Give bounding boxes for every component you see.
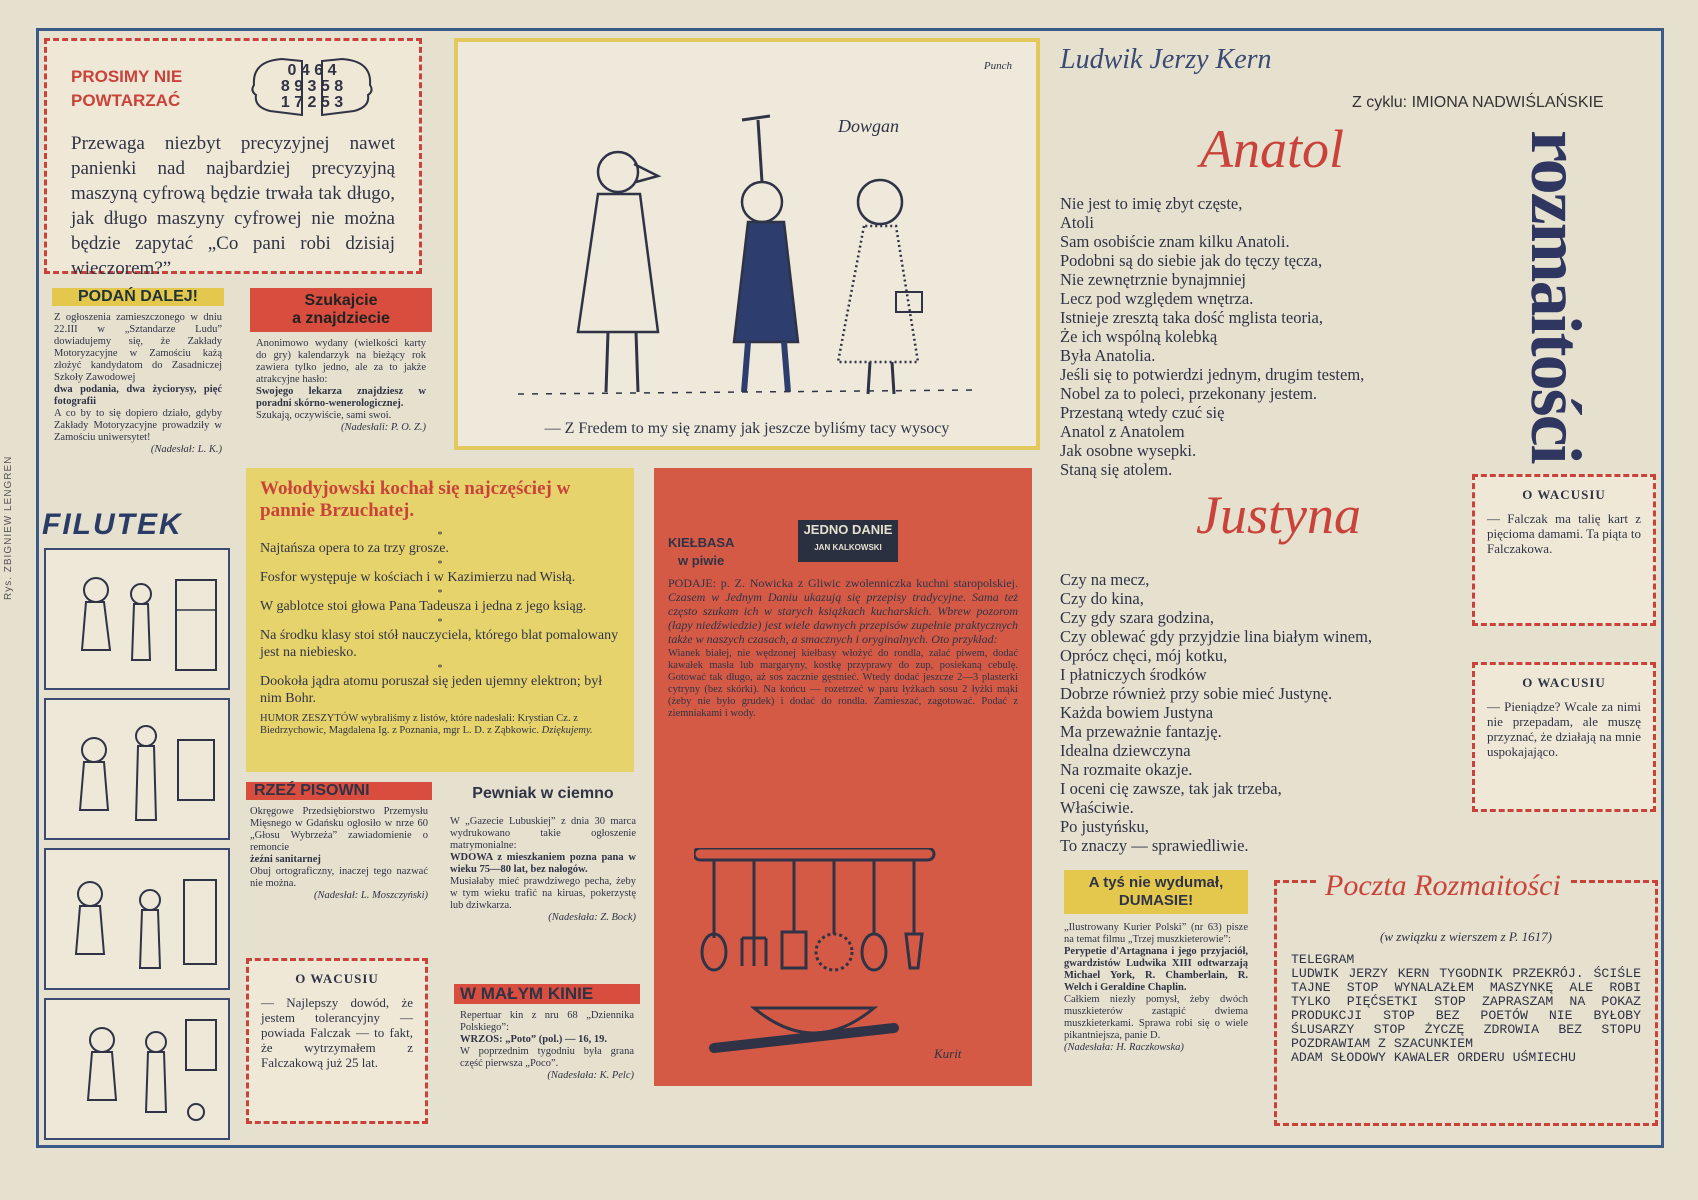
svg-text:8 9 3 5 8: 8 9 3 5 8 <box>280 78 344 95</box>
filutek-drawing-3 <box>46 850 228 988</box>
humor-item: Na środku klasy stoi stół nauczyciela, którego blat pomalowany jest na niebiesko. <box>260 628 619 660</box>
filutek-panel-1 <box>44 548 230 690</box>
o-wacusiu-title: O WACUSIU <box>295 971 379 986</box>
o-wacusiu-box-3 <box>1472 662 1656 812</box>
humor-zeszytow-title: Wołodyjowski kochał się najczęściej w pannie Brzuchatej. <box>260 478 571 521</box>
o-wacusiu-title: O WACUSIU <box>1522 487 1606 502</box>
dumasie-p1: „Ilustrowany Kurier Polski” (nr 63) pisze na temat filmu „Trzej muszkieterowie”: <box>1064 922 1248 945</box>
kino-p2: WRZOS: „Poto” (pol.) — 16, 19. <box>460 1034 607 1045</box>
filutek-drawing-2 <box>46 700 228 838</box>
o-wacusiu-text: — Falczak ma talię kart z pięcioma damami. Ta piąta to Falczakowa. <box>1487 511 1641 556</box>
illustrator-credit: Rys. ZBIGNIEW LENGREN <box>3 455 14 600</box>
cartoon-caption: — Z Fredem to my się znamy jak jeszcze byliśmy tacy wysocy <box>544 420 950 437</box>
svg-text:0 4 6 4: 0 4 6 4 <box>287 62 337 79</box>
o-wacusiu-box-2 <box>1472 474 1656 626</box>
filutek-title: FILUTEK <box>42 508 183 541</box>
prosimy-title: PROSIMY NIE POWTARZAĆ <box>71 67 183 110</box>
cartoon-panel <box>454 38 1040 450</box>
podaj-p2: dwa podania, dwa życiorysy, pięć fotografii <box>54 384 222 407</box>
o-wacusiu-text: — Pieniądze? Wcale za nimi nie przepadam, ale muszę przyznać, że działają na mnie uspokajająco. <box>1487 699 1641 759</box>
filutek-panel-2 <box>44 698 230 840</box>
poczta-rozmaitosci-box <box>1274 869 1658 1126</box>
poczta-title: Poczta Rozmaitości <box>1317 869 1569 903</box>
humor-item: Najtańsza opera to za trzy grosze. <box>260 541 449 556</box>
rzez-p3: Obuj ortograficzny, inaczej tego nazwać nie można. <box>250 866 428 889</box>
pewniak-p2: WDOWA z mieszkaniem pozna pana w wieku 75—80 lat, bez nałogów. <box>450 852 636 875</box>
cartoon-drawing <box>508 102 988 402</box>
o-wacusiu-title: O WACUSIU <box>1522 675 1606 690</box>
recipe-text: Wianek białej, nie wędzonej kiełbasy włożyć do rondla, zalać piwem, dodać kawałek masła lub margaryny, kostkę przyprawy do zup, posiekaną cebulę. Gotować tak długo, aż sos zacznie gęstnieć. Wtedy dodać jeszcze 2—3 plasterki cytryny (bez skórki). Na końcu — rozetrzeć w paru łyżkach sosu 2 łyżki mąki (żeby nie było grudek) i dodać do rondla. Zamieszać, zagotować. Podać z ziemniakami i wody. <box>668 648 1018 719</box>
rzez-signature: (Nadesłał: L. Moszczyński) <box>313 890 428 901</box>
cartoon-source: Punch <box>983 60 1012 72</box>
cartoon-artist: Dowgan <box>838 116 900 136</box>
pewniak-column <box>450 785 636 968</box>
kitchen-utensils-illustration <box>694 848 994 1078</box>
recipe-intro: PODAJE: p. Z. Nowicka z Gliwic zwolenniczka kuchni staropolskiej. Czasem w Jednym Daniu ukazują się przepisy tradycyjne. Sama też często szukam ich w starych książkach kucharskich. Wbrew pozorom (łapy niedźwiedzie) jest wiele dawnych przepisów zupełnie praktycznych także w naszych czasach, a smacznych i oryginalnych. Oto przykład: <box>668 576 1018 646</box>
telegram-text: TELEGRAM LUDWIK JERZY KERN TYGODNIK PRZEKRÓJ. ŚCIŚLE TAJNE STOP WYNALAZŁEM MASZYNKĘ ALE ROBI TYLKO PIĘĆSETKI STOP ZAPRASZAM NA POKAZ PRODUKCJI STOP BEZ POETÓW NIE BYŁOBY ŚLUSARZY STOP ŻYCZĘ ZDROWIA BEZ STOPU POZDRAWIAM Z SZACUNKIEM ADAM SŁODOWY KAWALER ORDERU UŚMIECHU <box>1291 952 1641 1065</box>
poem-text-justyna: Czy na mecz, Czy do kina, Czy gdy szara godzina, Czy oblewać gdy przyjdzie lina białym winem, Oprócz chęci, mój kotku, I płatniczych środków Dobrze również przy sobie mieć Justynę. Każda bowiem Justyna Ma przeważnie fantazję. Idealna dziewczyna Na rozmaite okazje. I oceni cię zawsze, tak jak trzeba, Właściwie. Po justyńsku, To znaczy — sprawiedliwie. <box>1060 570 1373 855</box>
dumasie-signature: (Nadesłała: H. Raczkowska) <box>1064 1042 1184 1053</box>
podaj-signature: (Nadesłał: L. K.) <box>150 444 222 455</box>
szukajcie-title: Szukajcie a znajdziecie <box>250 288 432 332</box>
podaj-p3: A co by to się dopiero działo, gdyby Zakłady Motoryzacyjne prowadziły w Zamościu uniwersytet! <box>54 408 222 443</box>
poem-text-anatol: Nie jest to imię zbyt częste, Atoli Sam osobiście znam kilku Anatoli. Podobni są do siebie jak do tęczy tęcza, Nie zewnętrznie bynajmniej Lecz pod względem wnętrza. Istnieje zresztą taka dość mglista teoria, Że ich wspólną kolebką Była Anatolia. Jeśli się to potwierdzi jednym, drugim testem, Nobel za to poleci, przekonany jestem. Przestaną wtedy czuć się Anatol z Anatolem Jak osobne wysepki. Staną się atolem. <box>1060 194 1365 479</box>
szukajcie-tail: Szukają, oczywiście, sami swoi. <box>256 410 392 421</box>
dumasie-p3: Całkiem niezły pomysł, żeby dwóch muszkieterów zastąpić dwiema muszkieterkami. Sprawa robi się o wiele pikantniejsza, panie D. <box>1064 994 1248 1041</box>
poem-author: Ludwik Jerzy Kern <box>1060 44 1272 75</box>
prosimy-text: Przewaga niezbyt precyzyjnej nawet panienki nad najbardziej precyzyjną maszyną cyfrową będzie trwała tak długo, jak długo maszyny cyfrowej nie można będzie zapytać „Co pani robi dzisiaj wieczorem?” <box>71 133 395 279</box>
poem-title-justyna: Justyna <box>1196 485 1361 545</box>
dumasie-p2: Perypetie d'Artagnana i jego przyjaciół, gwardzistów Ludwika XIII odtwarzają Michael York, R. Chamberlain, R. Welch i Geraldine Chaplin. <box>1064 946 1248 993</box>
twin-heads-illustration <box>242 51 382 123</box>
rzez-pisowni-column <box>246 782 432 942</box>
w-malym-kinie-column <box>454 984 640 1124</box>
recipe-title: KIEŁBASA w piwie <box>668 535 735 568</box>
poczta-subtitle: (w związku z wierszem z P. 1617) <box>1379 929 1553 944</box>
masthead-rozmaitosci: rozmaitości <box>1516 130 1596 463</box>
rzez-pisowni-title: RZEŹ PISOWNI <box>246 782 432 800</box>
poem-cycle: Z cyklu: IMIONA NADWIŚLAŃSKIE <box>1352 94 1604 111</box>
w-malym-kinie-title: W MAŁYM KINIE <box>454 984 640 1004</box>
kino-p3: W poprzednim tygodniu była grana część pierwsza „Poco”. <box>460 1046 634 1069</box>
humor-footer: HUMOR ZESZYTÓW wybraliśmy z listów, które nadesłali: Krystian Cz. z Biedrzychowic, Magdalena Ig. z Poznania, mgr L. D. z Ząbkowic. Dziękujemy. <box>260 713 593 736</box>
pewniak-p3: Musiałaby mieć prawdziwego pecha, żeby w tym wieku trafić na kiruas, pokerzystę lub dziwkarza. <box>450 876 636 911</box>
szukajcie-slogan: Swojego lekarza znajdziesz w poradni skórno-wenerologicznej. <box>256 386 426 409</box>
filutek-drawing-4 <box>46 1000 228 1138</box>
jedno-danie-badge: JEDNO DANIE JAN KALKOWSKI <box>798 520 898 562</box>
o-wacusiu-box-1 <box>246 958 428 1124</box>
filutek-drawing-1 <box>46 550 228 688</box>
rzez-p2: żeźni sanitarnej <box>250 854 321 865</box>
pewniak-signature: (Nadesłała: Z. Bock) <box>548 912 636 923</box>
utensils-artist: Kurit <box>934 1046 962 1061</box>
filutek-panel-4 <box>44 998 230 1140</box>
rzez-p1: Okręgowe Przedsiębiorstwo Przemysłu Mięsnego w Gdańsku ogłosiło w nrze 60 „Głosu Wybrzeża” zawiadomienie o remoncie <box>250 806 428 853</box>
humor-zeszytow-box: Wołodyjowski kochał się najczęściej w pannie Brzuchatej. * Najtańsza opera to za trzy grosze. * Fosfor występuje w kościach i w Kazimierzu nad Wisłą. * W gablotce stoi głowa Pana Tadeusza i jedna z jego ksiąg. * Na środku klasy stoi stół nauczyciela, którego blat pomalowany jest na niebiesko. * Dookoła jądra atomu poruszał się jeden ujemny elektron; był nim Bohr. HUMOR ZESZYTÓW wybraliśmy z listów, które nadesłali: Krystian Cz. z Biedrzychowic, Magdalena Ig. z Poznania, mgr L. D. z Ząbkowic. Dziękujemy. <box>246 468 634 772</box>
podaj-p1: Z ogłoszenia zamieszczonego w dniu 22.III w „Sztandarze Ludu” dowiadujemy się, że Zakłady Motoryzacyjne w Zamościu każą złożyć kandydatom do Zasadniczej Szkoły Zawodowej <box>54 312 222 383</box>
kino-signature: (Nadesłała: K. Pelc) <box>547 1070 634 1081</box>
szukajcie-signature: (Nadesłali: P. O. Z.) <box>341 422 426 433</box>
pewniak-p1: W „Gazecie Lubuskiej” z dnia 30 marca wydrukowano takie ogłoszenie matrymonialne: <box>450 816 636 851</box>
filutek-panel-3 <box>44 848 230 990</box>
prosimy-box <box>44 38 422 279</box>
o-wacusiu-text: — Najlepszy dowód, że jestem tolerancyjny — powiada Falczak — to fakt, że wytrzymałem z Falczakową już 25 lat. <box>261 995 413 1070</box>
humor-item: Dookoła jądra atomu poruszał się jeden ujemny elektron; był nim Bohr. <box>260 674 603 706</box>
podaj-dalej-column <box>44 288 232 494</box>
svg-text:1 7 2 5 3: 1 7 2 5 3 <box>280 94 344 111</box>
jedno-danie-box <box>654 468 1032 1086</box>
szukajcie-body: Anonimowo wydany (wielkości karty do gry) kalendarzyk na bieżący rok zawiera tylko jedno, ale za to jakże atrakcyjne hasło: <box>256 338 426 385</box>
podaj-dalej-title: PODAŃ DALEJ! <box>52 288 224 306</box>
poem-title-anatol: Anatol <box>1200 119 1344 179</box>
dumasie-column <box>1064 870 1248 1132</box>
humor-item: Fosfor występuje w kościach i w Kazimierzu nad Wisłą. <box>260 570 576 585</box>
dumasie-title: A tyś nie wydumał, DUMASIE! <box>1064 870 1248 914</box>
pewniak-title: Pewniak w ciemno <box>472 785 614 802</box>
szukajcie-column <box>250 288 432 458</box>
kino-p1: Repertuar kin z nru 68 „Dziennika Polskiego”: <box>460 1010 634 1033</box>
humor-item: W gablotce stoi głowa Pana Tadeusza i jedna z jego ksiąg. <box>260 599 587 614</box>
